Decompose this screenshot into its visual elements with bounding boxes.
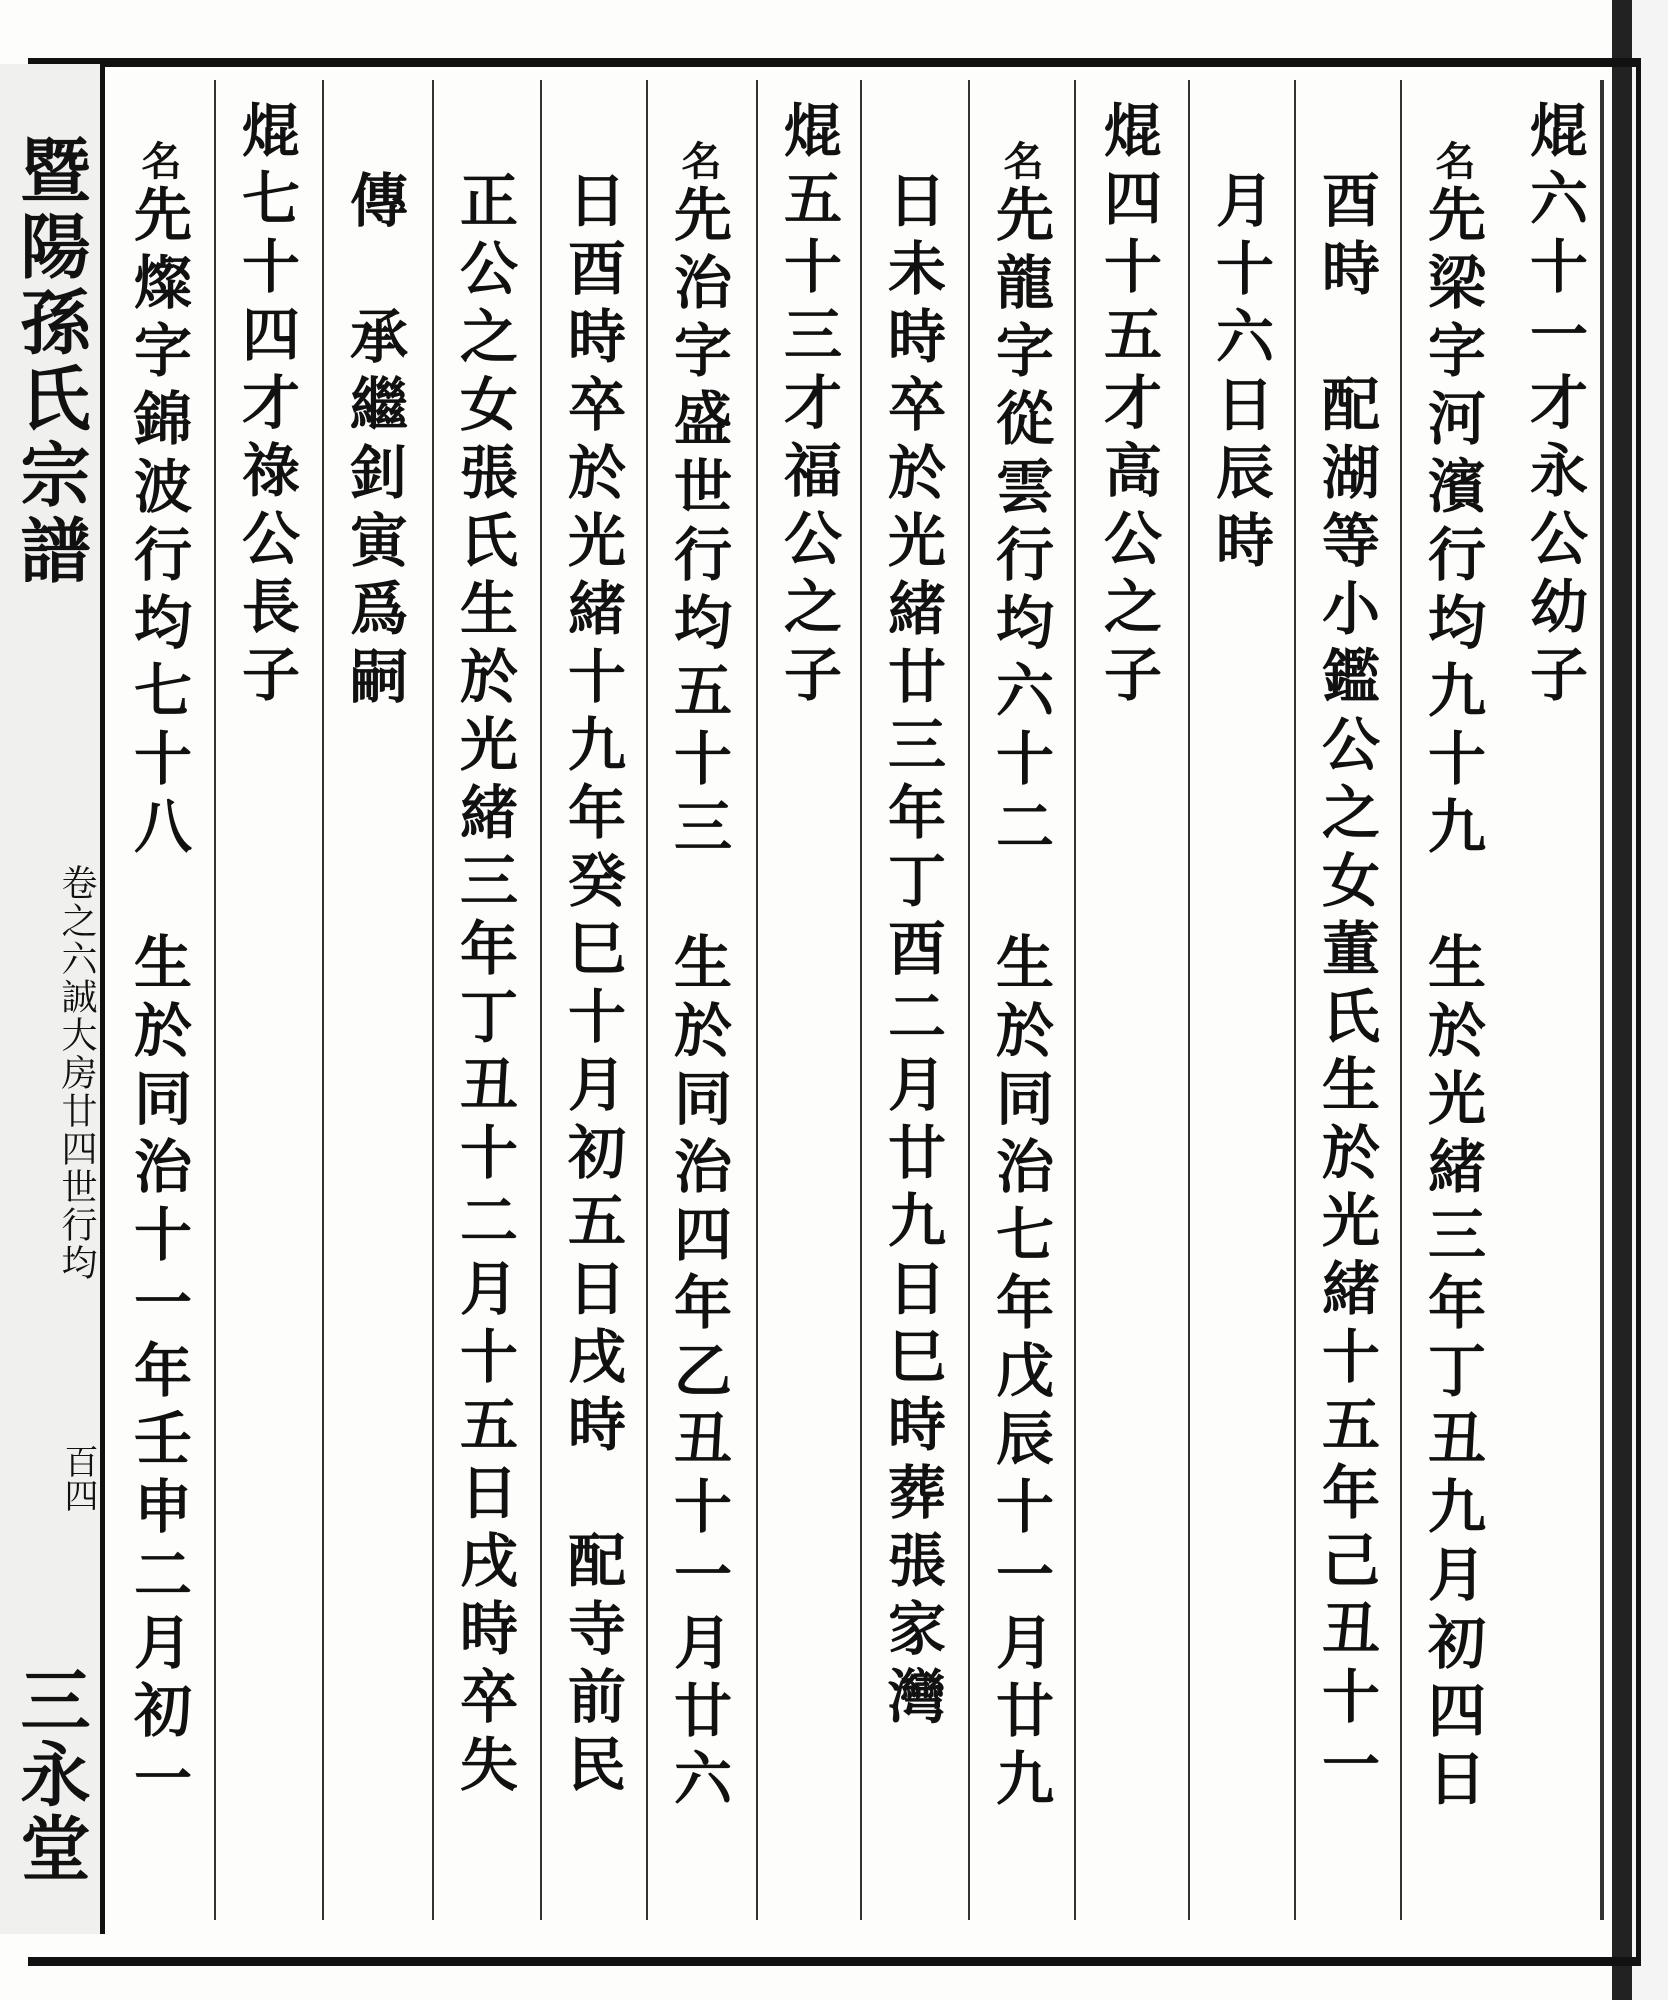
entry-column [978, 140, 1062, 1950]
column-rule [540, 80, 542, 1920]
name-label: 名 [1429, 140, 1476, 184]
entry-text: 先治字盛世行均五十三 生於同治四年乙丑十一月廿六 [664, 184, 732, 1816]
column-rule [1400, 80, 1402, 1920]
entry-text: 才高公之子 [1094, 372, 1162, 712]
entry-text: 先燦字錦波行均七十八 生於同治十一年壬申二月初一 [124, 184, 192, 1816]
entry-text: 才永公幼子 [1520, 372, 1588, 712]
column-rule [968, 80, 970, 1920]
column-rule [1294, 80, 1296, 1920]
entry-column [1512, 100, 1596, 1910]
entry-text: 正公之女張氏生於光緒三年丁丑十二月十五日戌時卒失 [450, 170, 518, 1802]
entry-lead: 焜四十五 [1094, 100, 1162, 372]
hall-name: 三永堂 [9, 1664, 92, 1886]
entry-lead: 焜五十三 [774, 100, 842, 372]
column-rule [646, 80, 648, 1920]
entry-column [116, 140, 200, 1950]
entry-column [1086, 100, 1170, 1910]
entry-column [1410, 140, 1494, 1950]
book-title: 暨陽孫氏宗譜 [9, 134, 92, 590]
running-head [48, 864, 98, 1284]
entry-text: 才祿公長子 [232, 372, 300, 712]
entry-column [1198, 170, 1282, 1980]
entry-column [1304, 170, 1388, 1980]
name-label: 名 [135, 140, 182, 184]
entry-text: 先龍字從雲行均六十二 生於同治七年戊辰十一月廿九 [986, 184, 1054, 1816]
column-rule [860, 80, 862, 1920]
column-rule [214, 80, 216, 1920]
column-rule [1188, 80, 1190, 1920]
entry-text: 傳 承繼釗寅爲嗣 [340, 170, 408, 714]
entry-column [870, 170, 954, 1980]
book-spine [0, 64, 105, 1934]
column-rule [756, 80, 758, 1920]
column-rule [1074, 80, 1076, 1920]
volume-label: 卷之六 [56, 864, 97, 978]
column-rule [322, 80, 324, 1920]
page-number: 百四 [58, 1444, 98, 1512]
column-rule [432, 80, 434, 1920]
entry-column [224, 100, 308, 1910]
entry-column [656, 140, 740, 1950]
entry-text: 月十六日辰時 [1206, 170, 1274, 578]
entry-column [332, 170, 416, 1980]
section-label: 誠大房廿四世行均 [56, 978, 97, 1282]
entry-text: 酉時 配湖等小鑑公之女董氏生於光緒十五年己丑十一 [1312, 170, 1380, 1802]
name-label: 名 [675, 140, 722, 184]
entry-text: 先梁字河濱行均九十九 生於光緒三年丁丑九月初四日 [1418, 184, 1486, 1816]
entry-column [442, 170, 526, 1980]
entry-lead: 焜七十四 [232, 100, 300, 372]
entry-column [766, 100, 850, 1910]
entry-text: 日未時卒於光緒廿三年丁酉二月廿九日巳時葬張家灣 [878, 170, 946, 1734]
name-label: 名 [997, 140, 1044, 184]
entry-lead: 焜六十一 [1520, 100, 1588, 372]
entry-text: 日酉時卒於光緒十九年癸巳十月初五日戌時 配寺前民 [558, 170, 626, 1802]
column-rule [1600, 80, 1604, 1920]
entry-text: 才福公之子 [774, 372, 842, 712]
entry-column [550, 170, 634, 1980]
